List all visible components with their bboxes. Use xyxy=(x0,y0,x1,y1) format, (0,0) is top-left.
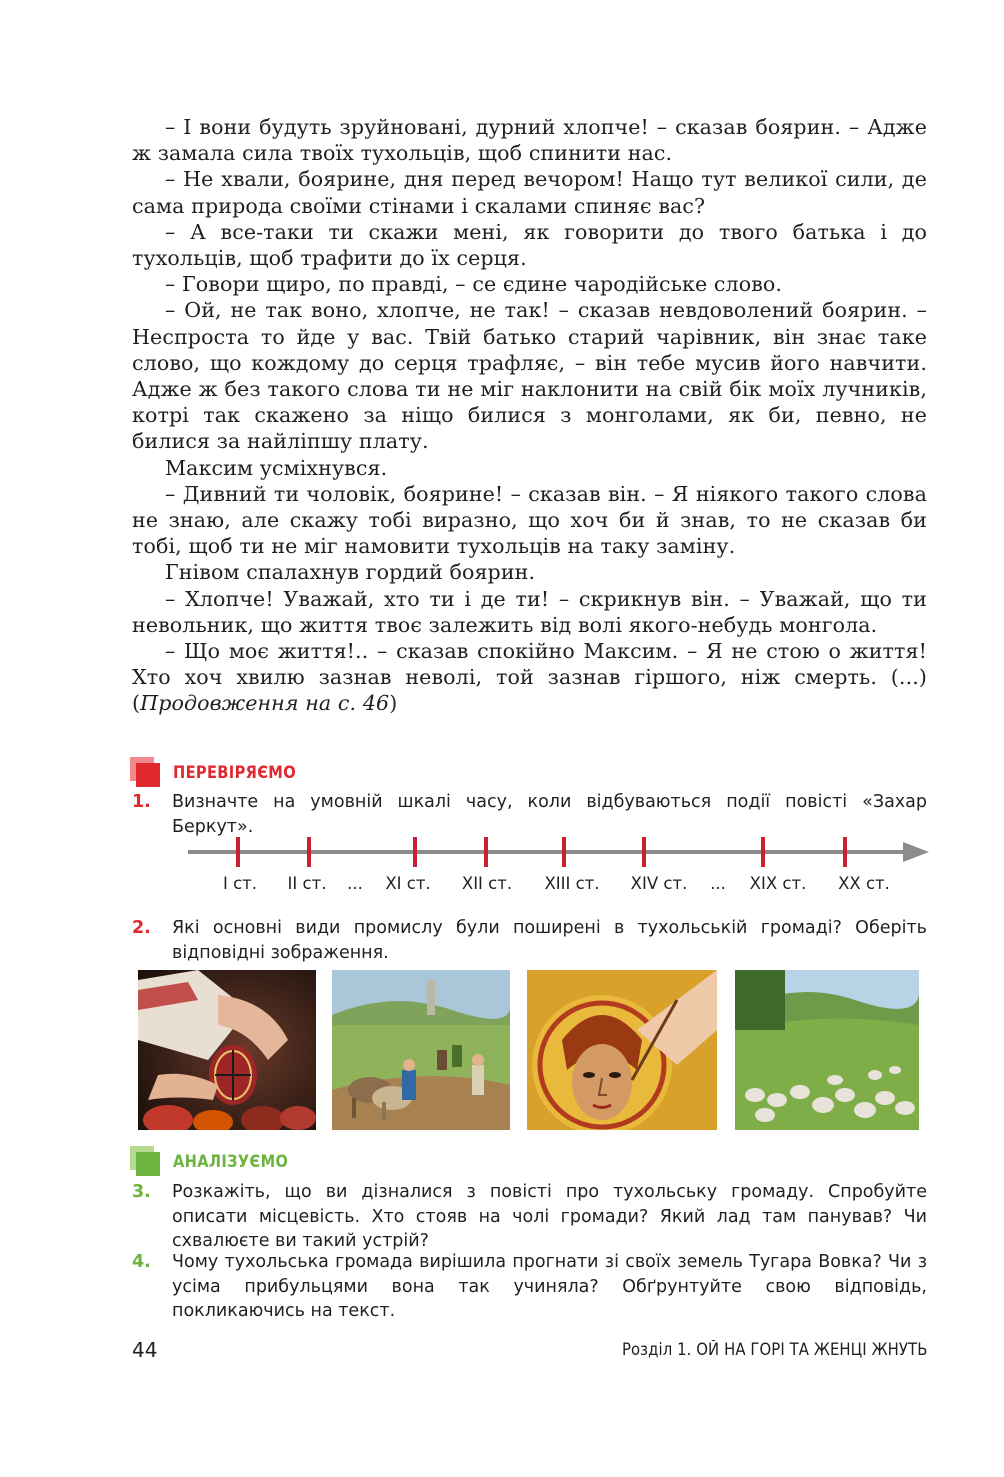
continuation-note: Продовження на с. 46 xyxy=(140,691,390,716)
timeline-tick[interactable] xyxy=(642,837,646,867)
story-paragraph: – І вони будуть зруйновані, дурний хлопче! – сказав боярин. – Адже ж замала сила твоїх тухольців, щоб спинити нас. xyxy=(132,115,927,166)
story-last-text: – Що моє життя!.. – сказав спокійно Максим. – Я не стою о життя! Хто хоч хвилю зазнав неволі, той зазнав гіршого, ніж смерть. (...) ( xyxy=(132,639,927,716)
story-paragraph: – А все-таки ти скажи мені, як говорити до твого батька і до тухольців, щоб трафити до їх серця. xyxy=(132,219,927,271)
timeline-label: ХІV ст. xyxy=(630,874,688,893)
timeline-tick[interactable] xyxy=(307,837,311,867)
timeline-scale xyxy=(185,832,930,902)
timeline-tick[interactable] xyxy=(562,837,566,867)
section-check-header xyxy=(130,757,530,787)
section-analyze-marker-icon xyxy=(130,1146,160,1176)
timeline-label: ХХ ст. xyxy=(838,874,890,893)
easter-egg-painting-image[interactable] xyxy=(138,970,316,1130)
timeline-label: ХІ ст. xyxy=(385,874,431,893)
timeline-label: ХІІІ ст. xyxy=(544,874,600,893)
timeline-tick[interactable] xyxy=(484,837,488,867)
story-paragraph: – Хлопче! Уважай, хто ти і де ти! – скрикнув він. – Уважай, що ти невольник, що життя твоє залежить від волі якого-небудь монгола. xyxy=(132,586,927,637)
task-number: 2. xyxy=(132,918,151,938)
task-number: 4. xyxy=(132,1252,151,1272)
timeline-label: ХІХ ст. xyxy=(749,874,807,893)
story-paragraph: – Ой, не так воно, хлопче, не так! – сказав невдоволений боярин. – Неспроста то йде у вас. Твій батько старий чарівник, він знає таке слово, що кождому до серця трафляє, – він тебе мусив його навчити. Адже ж без такого слова ти не міг наклонити на свій бік моїх лучників, котрі так скажено за ніщо билися з монголами, як би, певно, не билися за найліпшу плату. xyxy=(132,298,927,454)
story-paragraph-last xyxy=(132,638,927,717)
story-paragraph: – Говори щиро, по правді, – се єдине чародійське слово. xyxy=(165,272,783,297)
section-check-marker-icon xyxy=(130,757,160,787)
timeline-tick[interactable] xyxy=(236,837,240,867)
story-paragraph: – Не хвали, боярине, дня перед вечором! Нащо тут великої сили, де сама природа своїми стінами і скалами спиняє вас? xyxy=(132,167,927,218)
section-check-title: ПЕРЕВІРЯЄМО xyxy=(173,763,296,783)
task-text: Які основні види промислу були поширені в тухольській громаді? Оберіть відповідні зображення. xyxy=(172,918,927,963)
sheep-herding-image[interactable] xyxy=(735,970,919,1130)
timeline-label: ІІ ст. xyxy=(287,874,327,893)
task-number: 1. xyxy=(132,792,151,812)
timeline-tick[interactable] xyxy=(413,837,417,867)
running-head: Розділ 1. ОЙ НА ГОРІ ТА ЖЕНЦІ ЖНУТЬ xyxy=(621,1340,927,1359)
section-analyze-header xyxy=(130,1146,530,1176)
timeline-label: ... xyxy=(710,874,726,893)
timeline-axis xyxy=(188,850,908,854)
story-paragraph: Максим усміхнувся. xyxy=(165,455,388,480)
timeline-tick[interactable] xyxy=(761,837,765,867)
task-4 xyxy=(132,1250,927,1324)
arrow-right-icon xyxy=(903,842,929,862)
section-analyze-title: АНАЛІЗУЄМО xyxy=(173,1152,289,1172)
timeline-label: І ст. xyxy=(222,874,258,893)
task-number: 3. xyxy=(132,1182,151,1202)
task-3 xyxy=(132,1180,927,1254)
task-text: Визначте на умовній шкалі часу, коли відбуваються події повісті «Захар Беркут». xyxy=(172,792,927,837)
closing-paren: ) xyxy=(389,691,398,716)
timeline-label: ХІІ ст. xyxy=(461,874,513,893)
task-2 xyxy=(132,916,927,965)
page-number: 44 xyxy=(132,1338,158,1362)
story-paragraph: Гнівом спалахнув гордий боярин. xyxy=(165,560,536,585)
icon-painting-image[interactable] xyxy=(527,970,717,1130)
timeline-tick[interactable] xyxy=(843,837,847,867)
farming-oxen-image[interactable] xyxy=(332,970,510,1130)
task-text: Чому тухольська громада вирішила прогнати зі своїх земель Тугара Вовка? Чи з усіма прибульцями вона так учиняла? Обґрунтуйте свою відповідь, покликаючись на текст. xyxy=(172,1252,927,1321)
timeline-label: ... xyxy=(347,874,363,893)
story-text xyxy=(132,114,927,717)
task-text: Розкажіть, що ви дізналися з повісті про тухольську громаду. Спробуйте описати місцевість. Хто стояв на чолі громади? Який лад там панував? Чи схвалюєте ви такий устрій? xyxy=(172,1182,927,1251)
story-paragraph: – Дивний ти чоловік, боярине! – сказав він. – Я ніякого такого слова не знаю, але скажу тобі виразно, що хоч би й знав, то не сказав би тобі, щоб ти не міг намовити тухольців на таку заміну. xyxy=(132,481,927,559)
